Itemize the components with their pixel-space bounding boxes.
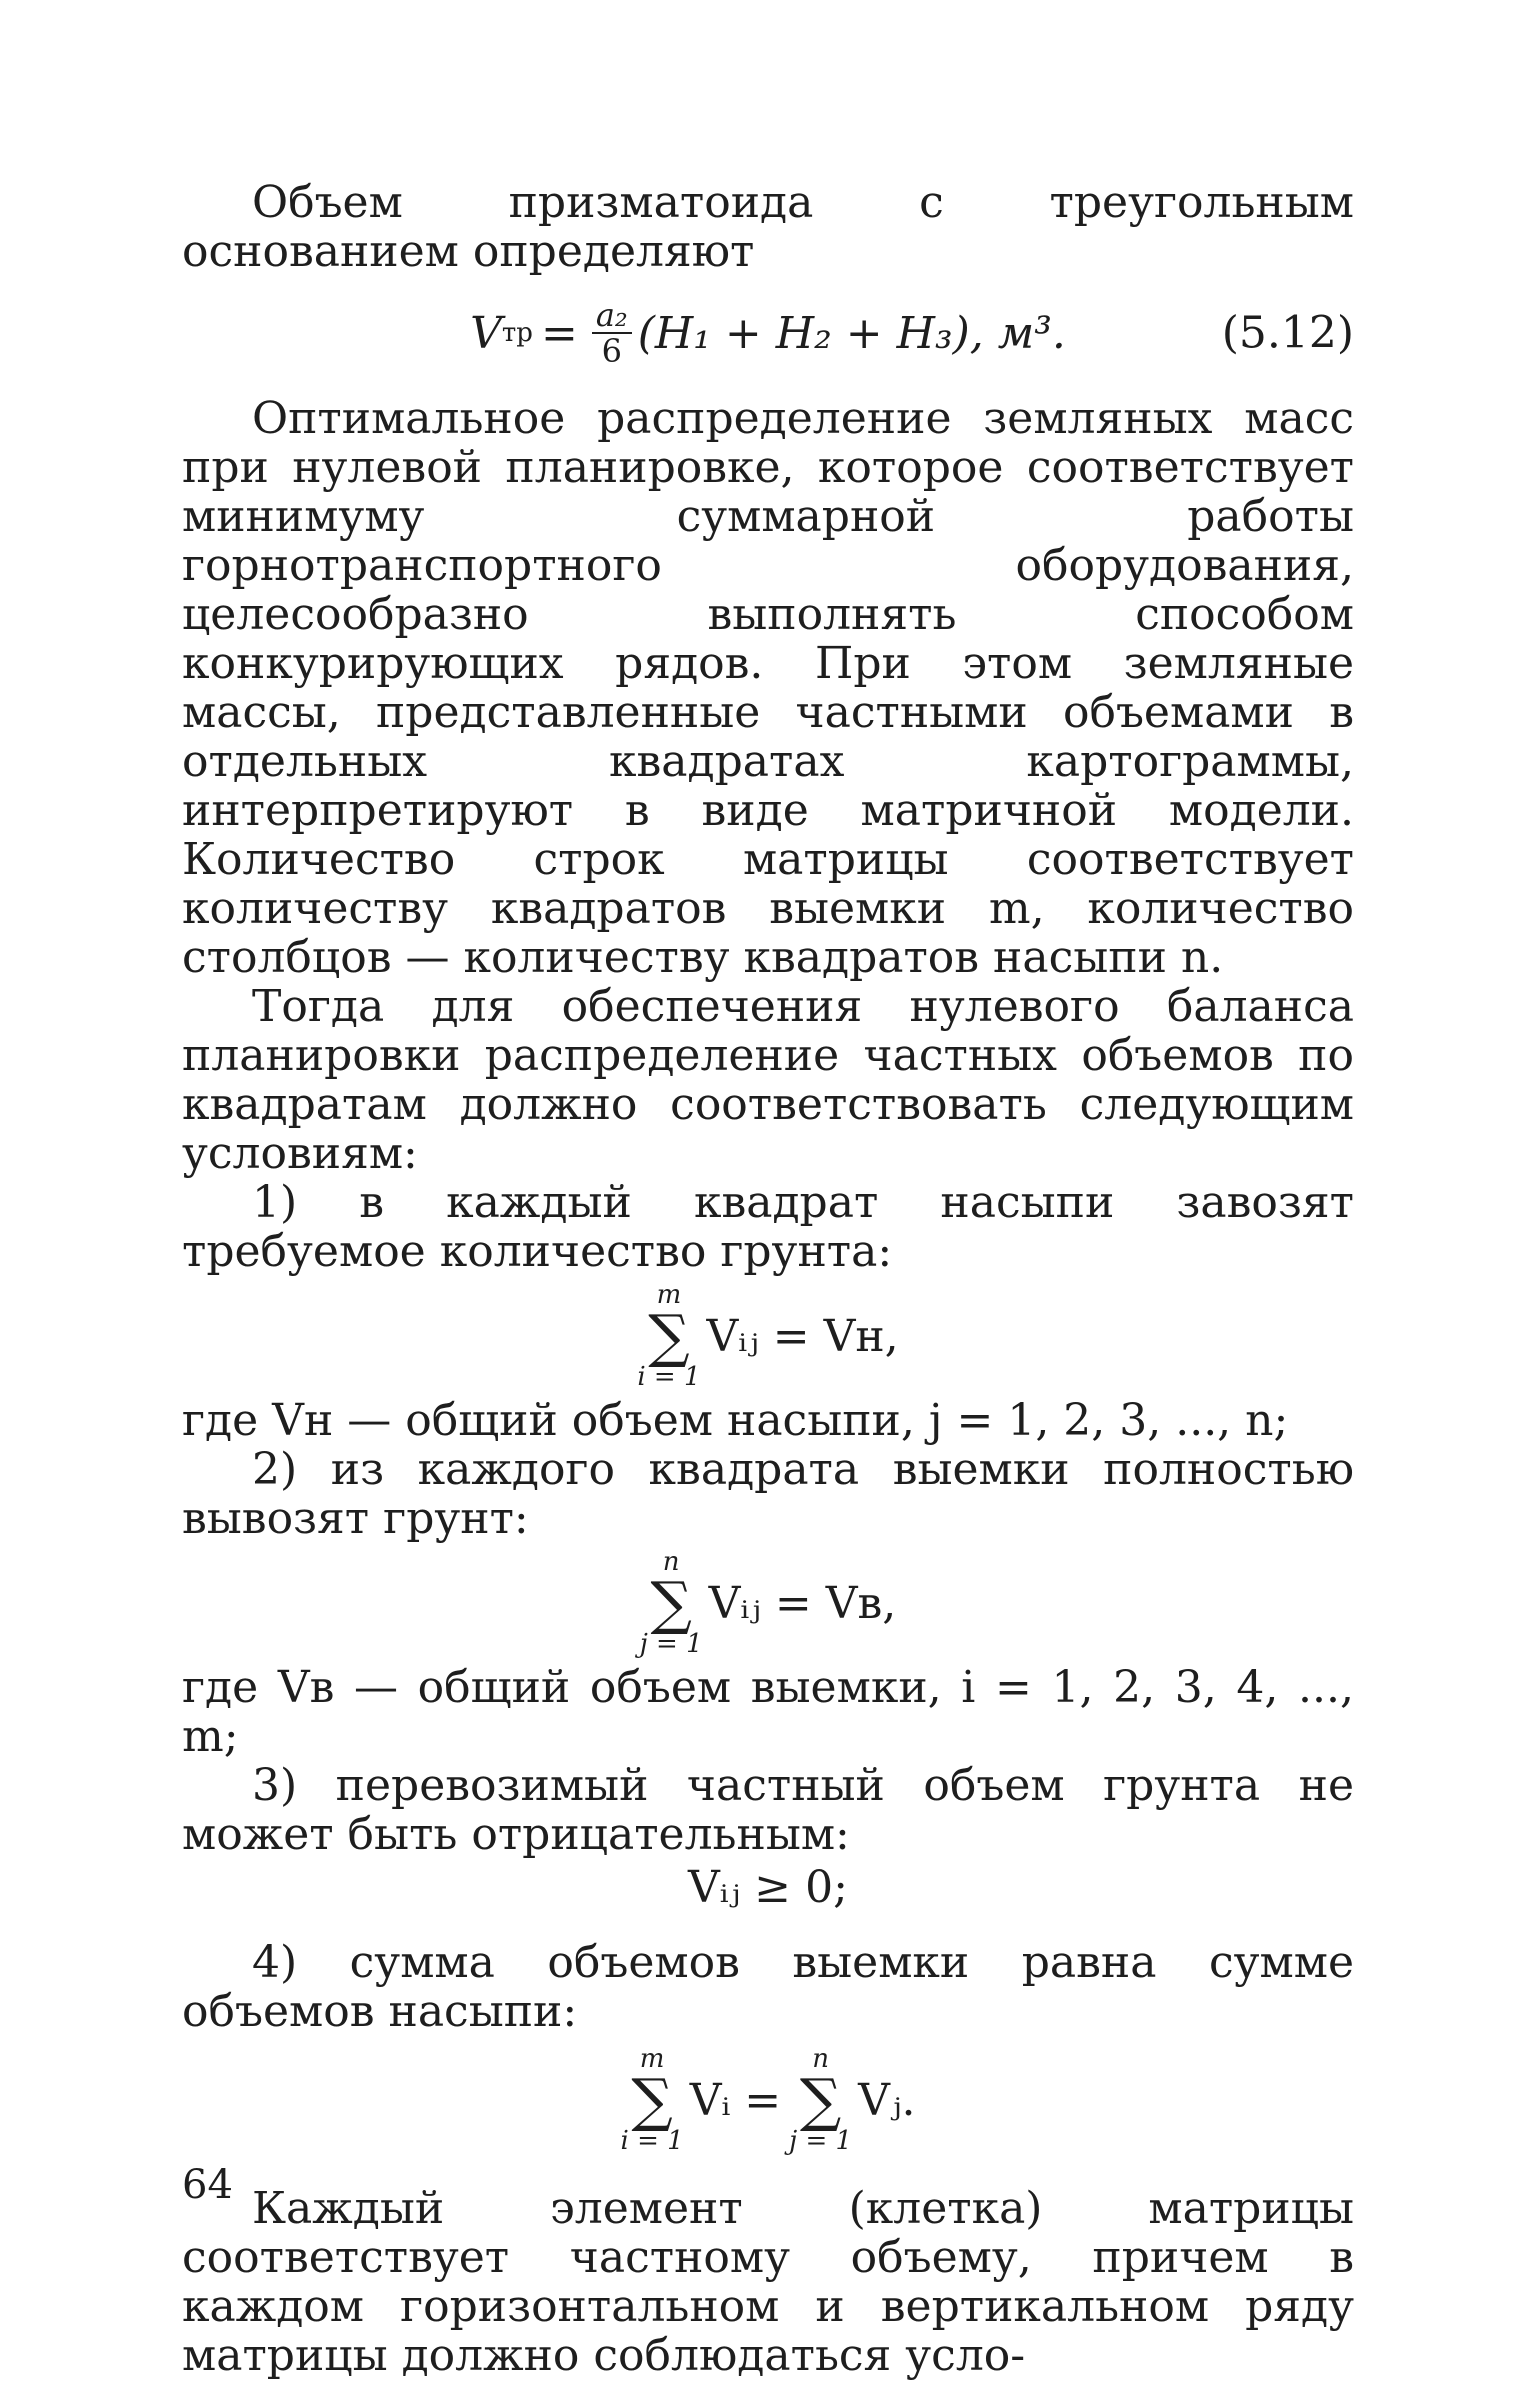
formula-middle: Vᵢ = — [689, 2074, 782, 2126]
formula-body: Vᵢⱼ = Vн, — [706, 1310, 899, 1362]
sum-upper-limit: m — [639, 2044, 665, 2074]
sum-upper-limit: m — [656, 1280, 682, 1310]
formula-v-sub: тр — [501, 317, 533, 348]
then-paragraph: Тогда для обеспечения нулевого баланса планировки распределение частных объемов по квадратам должно соответствовать следующим условиям: — [182, 981, 1354, 1179]
formula-sum-2 — [182, 1549, 1354, 1657]
where-1: где Vн — общий объем насыпи, j = 1, 2, 3, ..., n; — [182, 1395, 1289, 1446]
sigma-symbol: ∑ — [799, 2066, 842, 2134]
formula-sum-1 — [182, 1282, 1354, 1390]
sum-upper-limit: n — [662, 1547, 680, 1577]
formula-v: V — [470, 307, 502, 359]
fraction-numerator: a₂ — [592, 298, 632, 334]
condition-2: 2) из каждого квадрата выемки полностью вывозят грунт: — [182, 1444, 1354, 1544]
intro-paragraph: Объем призматоида с треугольным основанием определяют — [182, 177, 1354, 277]
formula-5-12 — [182, 298, 1354, 368]
formula-rhs: (H₁ + H₂ + H₃), м³. — [637, 307, 1066, 359]
page-number: 64 — [182, 2162, 233, 2208]
sigma-symbol: ∑ — [650, 1569, 692, 1637]
formula-body: Vᵢⱼ = Vв, — [708, 1577, 897, 1629]
sum-lower-limit: i = 1 — [637, 1362, 701, 1392]
sum-operator-left — [621, 2046, 684, 2154]
fraction-denominator: 6 — [601, 332, 622, 370]
formula-nonnegative — [182, 1863, 1354, 1912]
condition-3: 3) перевозимый частный объем грунта не может быть отрицательным: — [182, 1760, 1354, 1860]
sum-operator — [640, 1549, 703, 1657]
equation-number: (5.12) — [1221, 307, 1354, 359]
optimal-paragraph: Оптимальное распределение земляных масс при нулевой планировке, которое соответствует минимуму суммарной работы горнотранспортного оборудования, целесообразно выполнять способом конкурирующих рядов. При этом земляные массы, представленные частными объемами в отдельных квадратах картограммы, интерпретируют в виде матричной модели. Количество строк матрицы соответствует количеству квадратов выемки m, количество столбцов — количеству квадратов насыпи n. — [182, 393, 1354, 983]
formula-fraction — [592, 298, 632, 368]
sum-upper-limit: n — [812, 2044, 829, 2074]
sigma-symbol: ∑ — [631, 2066, 673, 2134]
formula-balance — [182, 2046, 1354, 2154]
where-2: где Vв — общий объем выемки, i = 1, 2, 3, 4, ..., m; — [182, 1662, 1354, 1762]
condition-1: 1) в каждый квадрат насыпи завозят требуемое количество грунта: — [182, 1177, 1354, 1277]
sum-operator-right — [789, 2046, 852, 2154]
sum-lower-limit: j = 1 — [639, 1629, 703, 1659]
formula-body: Vᵢⱼ ≥ 0; — [688, 1862, 848, 1913]
each-element-paragraph: Каждый элемент (клетка) матрицы соответствует частному объему, причем в каждом горизонтальном и вертикальном ряду матрицы должно соблюдаться усло- — [182, 2183, 1354, 2381]
sigma-symbol: ∑ — [648, 1302, 690, 1370]
page-content — [182, 178, 1354, 2380]
formula-equals: = — [540, 307, 578, 359]
formula-end: Vⱼ. — [858, 2074, 916, 2126]
condition-4: 4) сумма объемов выемки равна сумме объемов насыпи: — [182, 1937, 1354, 2037]
sum-lower-limit: i = 1 — [620, 2126, 684, 2156]
sum-lower-limit: j = 1 — [789, 2126, 853, 2156]
sum-operator — [637, 1282, 700, 1390]
